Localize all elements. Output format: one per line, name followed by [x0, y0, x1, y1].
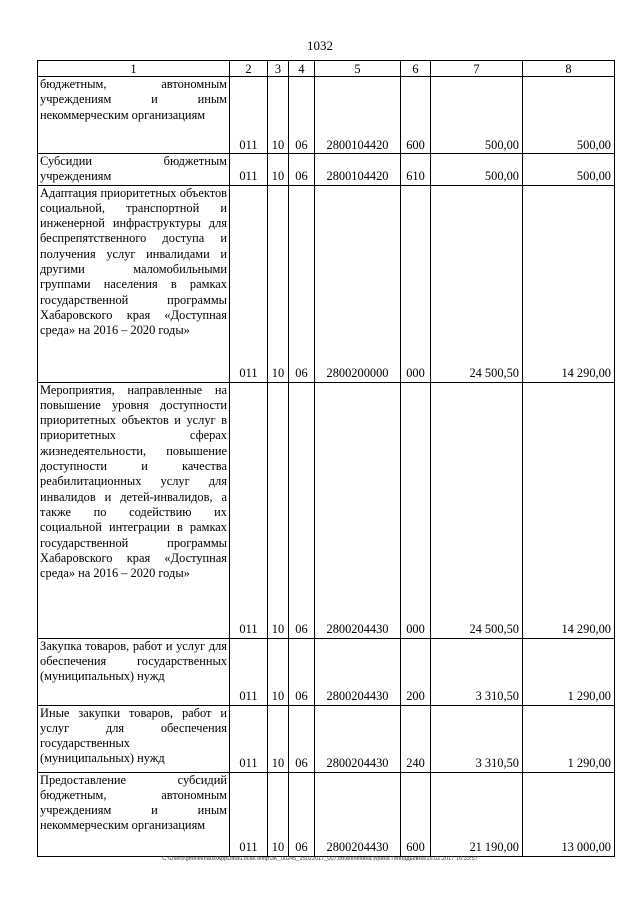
- row-name: Предоставление субсидий бюджетным, автономным учреждениям и иным некоммерческим организациям: [38, 772, 230, 856]
- table-row: [38, 154, 615, 186]
- row-amount-2: 500,00: [523, 77, 615, 154]
- row-subsection-code: 06: [289, 185, 315, 382]
- header-col-1: 1: [38, 61, 230, 77]
- row-section-code: 10: [268, 77, 289, 154]
- row-name: Закупка товаров, работ и услуг для обеспечения государственных (муниципальных) нужд: [38, 638, 230, 705]
- row-section-code: 10: [268, 185, 289, 382]
- table-row: [38, 77, 615, 154]
- table-row: [38, 382, 615, 638]
- header-col-3: 3: [268, 61, 289, 77]
- row-expense-type: 200: [401, 638, 431, 705]
- row-amount-1: 500,00: [431, 77, 523, 154]
- row-subsection-code: 06: [289, 638, 315, 705]
- table-row: [38, 638, 615, 705]
- row-expense-type: 000: [401, 185, 431, 382]
- budget-table: [37, 60, 615, 857]
- row-target-code: 2800104420: [315, 77, 401, 154]
- header-col-8: 8: [523, 61, 615, 77]
- row-section-code: 10: [268, 772, 289, 856]
- table-row: [38, 705, 615, 772]
- row-target-code: 2800204430: [315, 772, 401, 856]
- row-amount-1: 21 190,00: [431, 772, 523, 856]
- row-amount-2: 14 290,00: [523, 185, 615, 382]
- row-ministry-code: 011: [230, 154, 268, 186]
- file-path-footer: C:\Users\gmelekhaus\AppData\Local\Temp\3K_00245_15022017_007.txt\Мелехина Ирина Геннадьевна\16.02.2017 16:33:57: [162, 856, 478, 862]
- row-target-code: 2800104420: [315, 154, 401, 186]
- row-target-code: 2800204430: [315, 638, 401, 705]
- row-ministry-code: 011: [230, 705, 268, 772]
- row-subsection-code: 06: [289, 772, 315, 856]
- row-ministry-code: 011: [230, 772, 268, 856]
- row-section-code: 10: [268, 638, 289, 705]
- row-amount-1: 24 500,50: [431, 382, 523, 638]
- row-expense-type: 000: [401, 382, 431, 638]
- row-ministry-code: 011: [230, 77, 268, 154]
- row-name: Мероприятия, направленные на повышение уровня доступности приоритетных объектов и услуг в приоритетных сферах жизнедеятельности, повышение доступности и качества реабилитационных услуг для инвалидов и детей-инвалидов, а также по содействию их социальной интеграции в рамках государственной программы Хабаровского края «Доступная среда» на 2016 – 2020 годы»: [38, 382, 230, 638]
- header-col-6: 6: [401, 61, 431, 77]
- row-ministry-code: 011: [230, 638, 268, 705]
- row-amount-2: 1 290,00: [523, 638, 615, 705]
- row-amount-1: 500,00: [431, 154, 523, 186]
- row-amount-2: 13 000,00: [523, 772, 615, 856]
- row-expense-type: 610: [401, 154, 431, 186]
- table-row: [38, 185, 615, 382]
- row-target-code: 2800204430: [315, 705, 401, 772]
- header-row: [38, 61, 615, 77]
- row-ministry-code: 011: [230, 382, 268, 638]
- row-subsection-code: 06: [289, 705, 315, 772]
- header-col-4: 4: [289, 61, 315, 77]
- header-col-5: 5: [315, 61, 401, 77]
- row-expense-type: 600: [401, 772, 431, 856]
- row-section-code: 10: [268, 382, 289, 638]
- row-subsection-code: 06: [289, 77, 315, 154]
- row-amount-1: 3 310,50: [431, 705, 523, 772]
- row-ministry-code: 011: [230, 185, 268, 382]
- header-col-2: 2: [230, 61, 268, 77]
- row-expense-type: 240: [401, 705, 431, 772]
- row-name: Адаптация приоритетных объектов социальной, транспортной и инженерной инфраструктуры для беспрепятственного доступа и получения услуг инвалидами и другими маломобильными группами населения в рамках государственной программы Хабаровского края «Доступная среда» на 2016 – 2020 годы»: [38, 185, 230, 382]
- row-name: Субсидии бюджетным учреждениям: [38, 154, 230, 186]
- row-section-code: 10: [268, 705, 289, 772]
- row-name: бюджетным, автономным учреждениям и иным некоммерческим организациям: [38, 77, 230, 154]
- row-section-code: 10: [268, 154, 289, 186]
- page-number: 1032: [307, 38, 333, 53]
- row-amount-1: 3 310,50: [431, 638, 523, 705]
- row-expense-type: 600: [401, 77, 431, 154]
- header-col-7: 7: [431, 61, 523, 77]
- row-target-code: 2800204430: [315, 382, 401, 638]
- row-amount-1: 24 500,50: [431, 185, 523, 382]
- row-amount-2: 14 290,00: [523, 382, 615, 638]
- row-subsection-code: 06: [289, 382, 315, 638]
- row-target-code: 2800200000: [315, 185, 401, 382]
- row-amount-2: 500,00: [523, 154, 615, 186]
- row-name: Иные закупки товаров, работ и услуг для обеспечения государственных (муниципальных) нужд: [38, 705, 230, 772]
- table-row: [38, 772, 615, 856]
- row-subsection-code: 06: [289, 154, 315, 186]
- row-amount-2: 1 290,00: [523, 705, 615, 772]
